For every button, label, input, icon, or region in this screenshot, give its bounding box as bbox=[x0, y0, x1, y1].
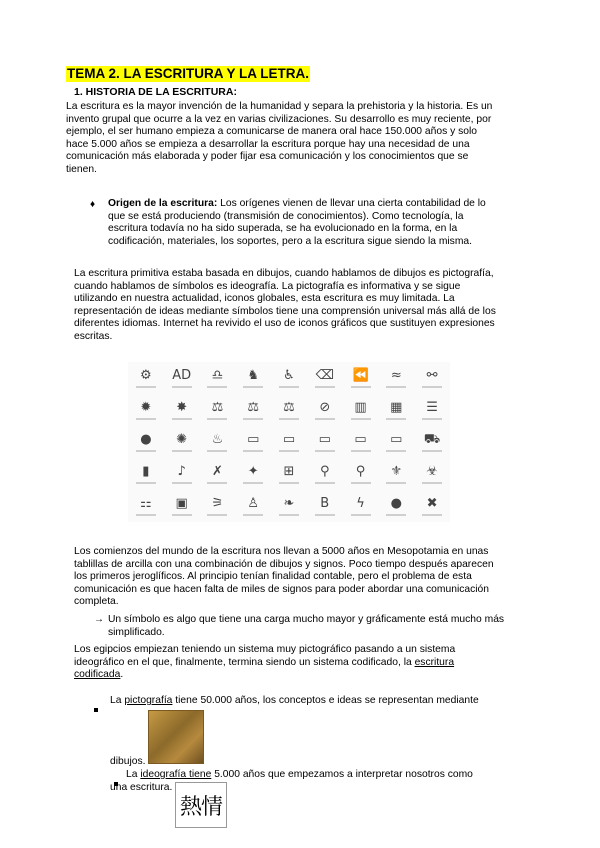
pictogram-icon: B bbox=[320, 495, 330, 511]
icon-caption-placeholder bbox=[136, 482, 156, 484]
pictografia-line: escritas. bbox=[74, 330, 113, 342]
icon-cell bbox=[235, 394, 271, 426]
icon-caption-placeholder bbox=[136, 514, 156, 516]
icon-cell bbox=[378, 394, 414, 426]
diamond-bullet: ♦ bbox=[90, 199, 96, 210]
ideografia-item bbox=[126, 769, 530, 782]
mesopotamia-line: Los comienzos del mundo de la escritura nos llevan a 5000 años en Mesopotamia en unas bbox=[74, 546, 489, 557]
icon-cell bbox=[128, 490, 164, 522]
icon-cell bbox=[271, 426, 307, 458]
icon-caption-placeholder bbox=[279, 450, 299, 452]
icon-cell bbox=[200, 362, 236, 394]
pictogram-icon: ▭ bbox=[282, 431, 296, 447]
icon-caption-placeholder bbox=[136, 418, 156, 420]
pictogram-icon: ✖ bbox=[426, 495, 438, 511]
intro-paragraph bbox=[66, 101, 528, 177]
icon-cell bbox=[235, 362, 271, 394]
pictogram-icon: ⚖ bbox=[283, 399, 295, 415]
icon-caption-placeholder bbox=[243, 418, 263, 420]
icon-cell bbox=[200, 394, 236, 426]
pictogram-icon: ♪ bbox=[177, 463, 186, 479]
mesopotamia-line: comunicación es que hacen falta de miles de signos para poder abordar una comunicación bbox=[74, 583, 489, 595]
egipcios-line: ideográfico en el que, finalmente, termina siendo un sistema codificado, la bbox=[74, 656, 415, 668]
icon-caption-placeholder bbox=[243, 482, 263, 484]
icon-caption-placeholder bbox=[207, 482, 227, 484]
icon-caption-placeholder bbox=[386, 450, 406, 452]
item-text: La bbox=[126, 769, 141, 780]
origen-label: Origen de la escritura: bbox=[108, 198, 218, 209]
intro-line: comunicación más elaborada y poder fijar esa comunicación y los conocimientos que se bbox=[66, 151, 469, 163]
pictogram-icon: ⌫ bbox=[315, 367, 334, 383]
icon-caption-placeholder bbox=[315, 514, 335, 516]
ideografia-item-line2: una escritura. bbox=[110, 782, 173, 793]
pictogram-icon: ♿ bbox=[283, 367, 295, 383]
pictogram-icon: ⚲ bbox=[355, 463, 366, 479]
pictogram-icon: ⚖ bbox=[247, 399, 260, 415]
icon-cell bbox=[128, 426, 164, 458]
icon-caption-placeholder bbox=[279, 514, 299, 516]
pictogram-icon: AD bbox=[172, 367, 192, 383]
intro-line: hace 5.000 años se empieza a desarrollar la escritura porque hay una necesidad de una bbox=[66, 138, 470, 150]
pictogram-icon: ⛟ bbox=[423, 431, 441, 447]
icon-caption-placeholder bbox=[351, 386, 371, 388]
icon-cell bbox=[378, 362, 414, 394]
origen-line: codificación, materiales, los soportes, pero a la escritura sigue siendo la misma. bbox=[108, 235, 472, 247]
icon-cell bbox=[271, 362, 307, 394]
icon-cell bbox=[164, 362, 200, 394]
mesopotamia-paragraph bbox=[74, 546, 528, 609]
pictogram-icon: ❧ bbox=[283, 495, 295, 511]
pictogram-icon: ⚖ bbox=[211, 399, 224, 415]
icon-caption-placeholder bbox=[136, 450, 156, 452]
icon-caption-placeholder bbox=[172, 482, 192, 484]
arrow-note bbox=[108, 614, 528, 639]
icon-cell bbox=[271, 458, 307, 490]
icon-cell bbox=[200, 490, 236, 522]
icon-cell bbox=[271, 490, 307, 522]
pictogram-icon: ▭ bbox=[390, 431, 403, 447]
mesopotamia-line: completa. bbox=[74, 596, 119, 608]
icon-cell bbox=[235, 490, 271, 522]
pictogram-icon: ☰ bbox=[426, 399, 438, 415]
icon-caption-placeholder bbox=[207, 514, 227, 516]
icon-caption-placeholder bbox=[279, 418, 299, 420]
icon-caption-placeholder bbox=[351, 482, 371, 484]
origen-line: escritura todavía no ha sido superada, se ha evolucionado en la forma, en la bbox=[108, 223, 458, 235]
icon-caption-placeholder bbox=[351, 418, 371, 420]
pictogram-icon: ⚞ bbox=[211, 495, 224, 511]
origen-line: que se está produciendo (transmisión de conocimientos). Como tecnología, la bbox=[108, 210, 464, 222]
origen-first-line: Los orígenes vienen de llevar una cierta contabilidad de lo bbox=[217, 198, 486, 209]
pictogram-icon: ✺ bbox=[176, 431, 188, 447]
pictogram-icon: ✗ bbox=[211, 463, 223, 479]
intro-line: tienen. bbox=[66, 163, 97, 175]
icon-cell bbox=[378, 458, 414, 490]
icon-caption-placeholder bbox=[172, 386, 192, 388]
codificada-link: codificada bbox=[74, 669, 121, 681]
page-title: TEMA 2. LA ESCRITURA Y LA LETRA. bbox=[67, 66, 310, 81]
icon-cell bbox=[164, 458, 200, 490]
pictogram-icon: ⚏ bbox=[140, 495, 152, 511]
icon-caption-placeholder bbox=[315, 386, 335, 388]
pictogram-icon: ● bbox=[140, 431, 152, 447]
pictogram-icon: ✹ bbox=[140, 399, 152, 415]
intro-line: ejemplo, el ser humano empieza a comunicarse de manera oral hace 150.000 años y solo bbox=[66, 126, 477, 138]
pictogram-icon: ▭ bbox=[318, 431, 331, 447]
pictogram-icon: ϟ bbox=[356, 495, 365, 511]
icon-caption-placeholder bbox=[136, 386, 156, 388]
pictogram-icon: ▣ bbox=[175, 495, 188, 511]
item-text: tiene 50.000 años, los conceptos e ideas se representan mediante bbox=[172, 695, 479, 706]
icon-caption-placeholder bbox=[207, 386, 227, 388]
icon-cell bbox=[235, 426, 271, 458]
pictogram-icon: ⊘ bbox=[319, 399, 331, 415]
kanji-image: 熱情 bbox=[175, 782, 227, 828]
icon-cell bbox=[307, 362, 343, 394]
pictografia-paragraph bbox=[74, 268, 528, 344]
icon-cell bbox=[414, 458, 450, 490]
pictografia-line: cuando hablamos de símbolos es ideografía. La pictografía es informativa y se sigue bbox=[74, 280, 461, 292]
icon-cell bbox=[128, 458, 164, 490]
icon-cell bbox=[414, 394, 450, 426]
pictogram-icon: ✸ bbox=[176, 399, 188, 415]
pictogram-icon: ♎ bbox=[211, 367, 224, 383]
pictogram-icon: ▭ bbox=[354, 431, 367, 447]
clay-tablet-image bbox=[148, 710, 204, 764]
pictogram-icon: ♨ bbox=[211, 431, 224, 447]
icon-cell bbox=[235, 458, 271, 490]
mesopotamia-line: tablillas de arcilla con una combinación de dibujos y signos. Poco tiempo después aparecen bbox=[74, 558, 494, 570]
icon-caption-placeholder bbox=[422, 450, 442, 452]
pictogram-icon: ⏪ bbox=[352, 367, 369, 383]
icon-cell bbox=[128, 362, 164, 394]
escritura-link: escritura bbox=[414, 656, 455, 668]
icon-cell bbox=[271, 394, 307, 426]
pictografia-line: representación de ideas mediante símbolos tiene una comprensión universal más allá de los bbox=[74, 305, 496, 317]
arrow-bullet: → bbox=[94, 614, 104, 625]
icon-cell bbox=[164, 490, 200, 522]
icon-caption-placeholder bbox=[351, 514, 371, 516]
ideografia-term: ideografía tiene bbox=[140, 769, 212, 780]
icon-caption-placeholder bbox=[243, 514, 263, 516]
arrow-note-line: simplificado. bbox=[108, 626, 165, 638]
egipcios-period: . bbox=[120, 669, 124, 681]
icon-cell bbox=[343, 490, 379, 522]
section-heading: 1. HISTORIA DE LA ESCRITURA: bbox=[74, 86, 237, 98]
icon-caption-placeholder bbox=[279, 482, 299, 484]
icon-cell bbox=[307, 490, 343, 522]
icon-cell bbox=[128, 394, 164, 426]
icon-caption-placeholder bbox=[172, 450, 192, 452]
icon-cell bbox=[414, 426, 450, 458]
icon-caption-placeholder bbox=[172, 514, 192, 516]
pictogram-icon: ● bbox=[390, 495, 402, 511]
pictografia-item bbox=[110, 695, 530, 708]
pictogram-icon: ⚲ bbox=[320, 463, 330, 479]
pictografia-term: pictografía bbox=[124, 695, 173, 706]
pictografia-line: La escritura primitiva estaba basada en dibujos, cuando hablamos de dibujos es pictografía, bbox=[74, 268, 494, 279]
pictogram-icon: ☣ bbox=[426, 463, 438, 479]
icon-cell bbox=[378, 426, 414, 458]
pictogram-icon: ≈ bbox=[390, 367, 402, 383]
icon-caption-placeholder bbox=[422, 514, 442, 516]
icon-caption-placeholder bbox=[315, 482, 335, 484]
icon-caption-placeholder bbox=[386, 514, 406, 516]
icon-cell bbox=[343, 394, 379, 426]
icon-cell bbox=[200, 458, 236, 490]
icon-caption-placeholder bbox=[422, 418, 442, 420]
item-text: La bbox=[110, 695, 125, 706]
pictogram-icon: ♙ bbox=[247, 495, 260, 511]
icon-caption-placeholder bbox=[315, 450, 335, 452]
icon-caption-placeholder bbox=[207, 450, 227, 452]
icon-cell bbox=[164, 394, 200, 426]
icon-caption-placeholder bbox=[351, 450, 371, 452]
icon-caption-placeholder bbox=[207, 418, 227, 420]
icon-caption-placeholder bbox=[243, 450, 263, 452]
pictogram-icon: ▮ bbox=[142, 463, 150, 479]
icon-cell bbox=[307, 394, 343, 426]
pictogram-icon: ⚙ bbox=[140, 367, 152, 383]
icon-cell bbox=[307, 458, 343, 490]
pictogram-icon: ⊞ bbox=[283, 463, 295, 479]
icon-caption-placeholder bbox=[243, 386, 263, 388]
intro-line: invento grupal que ocurre a la vez en varias civilizaciones. Su desarrollo es muy reciente, por bbox=[66, 113, 492, 125]
mesopotamia-line: los primeros jeroglíficos. Al principio tenían finalidad contable, pero el problema de esta bbox=[74, 571, 472, 583]
square-bullet-1 bbox=[94, 699, 98, 717]
egipcios-paragraph bbox=[74, 644, 528, 682]
icon-cell bbox=[414, 362, 450, 394]
icon-caption-placeholder bbox=[386, 482, 406, 484]
pictogram-icon: ▭ bbox=[247, 431, 260, 447]
icon-cell bbox=[414, 490, 450, 522]
egipcios-line: Los egipcios empiezan teniendo un sistema muy pictográfico pasando a un sistema bbox=[74, 644, 456, 655]
icon-caption-placeholder bbox=[386, 386, 406, 388]
origen-paragraph bbox=[108, 198, 528, 248]
icon-caption-placeholder bbox=[279, 386, 299, 388]
pictografia-item-tail: dibujos. bbox=[110, 756, 146, 767]
icon-grid-image bbox=[128, 362, 450, 522]
pictogram-icon: ⚯ bbox=[426, 367, 438, 383]
pictogram-icon: ♞ bbox=[247, 367, 260, 383]
pictografia-line: utilizando en nuestra actualidad, iconos globales, esta escritura es muy limitada. La bbox=[74, 293, 455, 305]
arrow-note-line: Un símbolo es algo que tiene una carga mucho mayor y gráficamente está mucho más bbox=[108, 614, 505, 625]
icon-caption-placeholder bbox=[386, 418, 406, 420]
pictografia-line: diferentes idiomas. Internet ha revivido el uso de iconos gráficos que sustituyen expresiones bbox=[74, 318, 495, 330]
icon-cell bbox=[307, 426, 343, 458]
icon-cell bbox=[343, 458, 379, 490]
icon-cell bbox=[378, 490, 414, 522]
icon-cell bbox=[343, 362, 379, 394]
pictogram-icon: ✦ bbox=[247, 463, 259, 479]
icon-caption-placeholder bbox=[422, 482, 442, 484]
pictogram-icon: ⚜ bbox=[390, 463, 403, 479]
icon-caption-placeholder bbox=[422, 386, 442, 388]
pictogram-icon: ▥ bbox=[354, 399, 367, 415]
intro-line: La escritura es la mayor invención de la humanidad y separa la prehistoria y la historia. Es un bbox=[66, 101, 493, 112]
icon-cell bbox=[343, 426, 379, 458]
item-text: 5.000 años que empezamos a interpretar nosotros como bbox=[211, 769, 473, 780]
icon-cell bbox=[164, 426, 200, 458]
icon-caption-placeholder bbox=[172, 418, 192, 420]
pictogram-icon: ▦ bbox=[390, 399, 403, 415]
icon-cell bbox=[200, 426, 236, 458]
icon-caption-placeholder bbox=[315, 418, 335, 420]
